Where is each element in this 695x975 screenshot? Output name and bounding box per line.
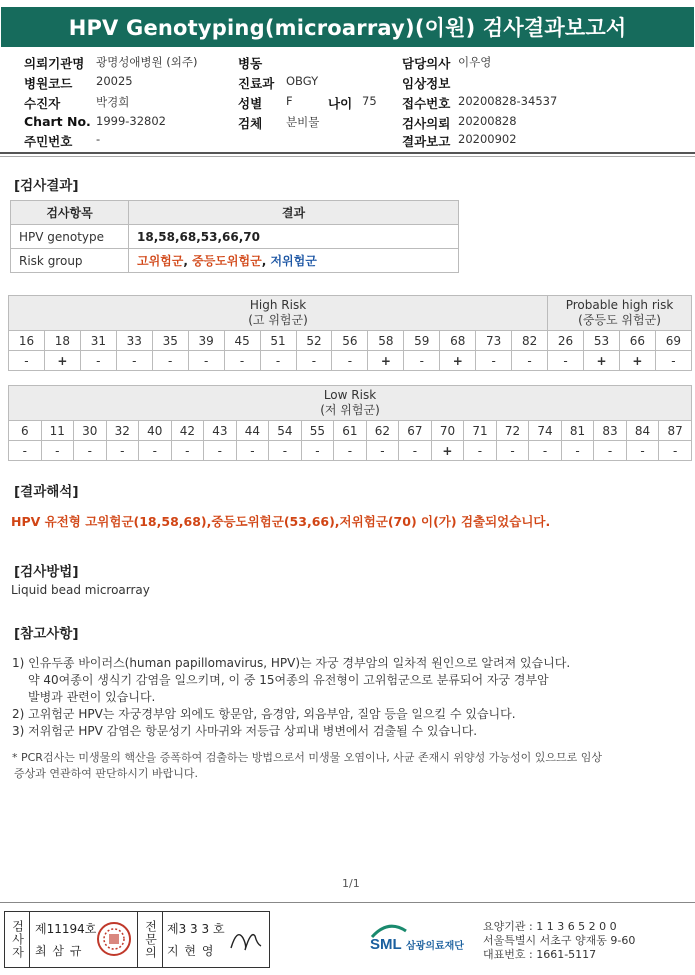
- genotype-number-cell: 71: [464, 421, 497, 441]
- genotype-number-cell: 87: [659, 421, 692, 441]
- result-summary-table: [10, 200, 459, 273]
- genotype-number-cell: 82: [512, 331, 548, 351]
- examiner-license: 제11194호: [35, 922, 97, 936]
- genotype-result-cell: -: [269, 441, 302, 461]
- high-risk-title: High Risk: [249, 298, 307, 312]
- confirmer-signature-icon: [227, 924, 265, 956]
- section-title-notes: [참고사항]: [14, 626, 79, 642]
- report-date-value: 20200902: [458, 132, 517, 146]
- probable-risk-header: [548, 296, 692, 331]
- genotype-result-cell: -: [74, 441, 107, 461]
- genotype-number-cell: 51: [260, 331, 296, 351]
- examiner-seal-icon: [95, 920, 133, 958]
- sex-value: F: [286, 94, 293, 108]
- genotype-number-cell: 59: [404, 331, 440, 351]
- genotype-number-cell: 35: [152, 331, 188, 351]
- genotype-number-cell: 83: [594, 421, 627, 441]
- genotype-number-cell: 54: [269, 421, 302, 441]
- request-label: 검사의뢰: [402, 116, 451, 131]
- report-title-bar: [1, 7, 694, 47]
- org-code: 요양기관 : 1 1 3 6 5 2 0 0: [483, 920, 617, 933]
- org-address: 서울특별시 서초구 양재동 9-60: [483, 934, 636, 947]
- genotype-number-cell: 43: [204, 421, 237, 441]
- institution-value: 광명성애병원 (외주): [96, 55, 198, 69]
- genotype-result-cell: -: [236, 441, 269, 461]
- genotype-result-cell: +: [431, 441, 464, 461]
- specimen-label: 검체: [238, 116, 263, 131]
- genotype-number-cell: 73: [476, 331, 512, 351]
- doctor-label: 담당의사: [402, 56, 451, 71]
- method-text: Liquid bead microarray: [11, 583, 150, 597]
- confirmer-name: 지 현 영: [167, 944, 215, 958]
- footnote-line-1: * PCR검사는 미생물의 핵산을 증폭하여 검출하는 방법으로서 미생물 오염이나, 사균 존재시 위양성 가능성이 있으므로 임상: [12, 751, 602, 764]
- low-risk-subtitle: (저 위험군): [320, 403, 380, 417]
- genotype-result-cell: -: [296, 351, 332, 371]
- section-title-result: [검사결과]: [14, 178, 79, 194]
- genotype-number-cell: 32: [106, 421, 139, 441]
- genotype-result-cell: -: [106, 441, 139, 461]
- genotype-result-cell: -: [41, 441, 74, 461]
- genotype-number-cell: 66: [619, 331, 655, 351]
- accession-label: 접수번호: [402, 96, 451, 111]
- genotype-number-cell: 16: [9, 331, 45, 351]
- examiner-name: 최 삼 규: [35, 944, 83, 958]
- hospital-code-value: 20025: [96, 74, 133, 88]
- genotype-number-cell: 70: [431, 421, 464, 441]
- confirmer-label-text: 전문의: [143, 920, 158, 959]
- genotype-number-cell: 39: [188, 331, 224, 351]
- genotype-number-cell: 30: [74, 421, 107, 441]
- genotype-result-cell: -: [80, 351, 116, 371]
- genotype-result-cell: -: [512, 351, 548, 371]
- age-value: 75: [362, 94, 377, 108]
- low-risk-header: [9, 386, 692, 421]
- col-header-result: 결과: [129, 201, 459, 225]
- genotype-number-cell: 69: [655, 331, 691, 351]
- ward-label: 병동: [238, 56, 263, 71]
- interpretation-text: HPV 유전형 고위험군(18,58,68),중등도위험군(53,66),저위험군(70) 이(가) 검출되었습니다.: [11, 514, 551, 529]
- genotype-number-cell: 42: [171, 421, 204, 441]
- genotype-number-cell: 68: [440, 331, 476, 351]
- high-risk-genotype-table: [8, 295, 692, 371]
- section-title-interpretation: [결과해석]: [14, 484, 79, 500]
- genotype-result-cell: -: [366, 441, 399, 461]
- logo-text: SML: [370, 936, 402, 953]
- genotype-result-cell: -: [188, 351, 224, 371]
- examiner-label-text: 검사자: [10, 920, 25, 959]
- genotype-result-cell: -: [561, 441, 594, 461]
- institution-label: 의뢰기관명: [24, 56, 85, 71]
- logo-org-name: 삼광의료재단: [406, 941, 464, 952]
- genotype-result-cell: -: [655, 351, 691, 371]
- note-line-4: 2) 고위험군 HPV는 자궁경부암 외에도 항문암, 음경암, 외음부암, 질암 등을 일으킬 수 있습니다.: [12, 707, 516, 721]
- signature-box: [4, 911, 270, 968]
- genotype-number-cell: 33: [116, 331, 152, 351]
- high-risk-header: [9, 296, 548, 331]
- genotype-result-cell: -: [204, 441, 237, 461]
- examinee-value: 박경희: [96, 95, 130, 109]
- genotype-result-cell: -: [334, 441, 367, 461]
- genotype-number-cell: 40: [139, 421, 172, 441]
- report-title: HPV Genotyping(microarray)(이원) 검사결과보고서: [68, 16, 627, 40]
- genotype-number-cell: 62: [366, 421, 399, 441]
- confirmer-label: [137, 912, 163, 967]
- genotype-result-cell: -: [399, 441, 432, 461]
- genotype-number-cell: 67: [399, 421, 432, 441]
- genotype-number-cell: 61: [334, 421, 367, 441]
- col-header-item: 검사항목: [11, 201, 129, 225]
- genotype-result-cell: +: [368, 351, 404, 371]
- genotype-result-cell: -: [594, 441, 627, 461]
- genotype-number-cell: 74: [529, 421, 562, 441]
- genotype-result-cell: -: [548, 351, 584, 371]
- genotype-result-cell: -: [626, 441, 659, 461]
- footer-divider: [0, 902, 695, 903]
- doctor-value: 이우영: [458, 55, 492, 69]
- patient-info-block: [0, 52, 695, 152]
- genotype-result-cell: -: [224, 351, 260, 371]
- genotype-result-cell: -: [659, 441, 692, 461]
- high-risk-subtitle: (고 위험군): [248, 313, 308, 327]
- report-date-label: 결과보고: [402, 134, 451, 149]
- hospital-code-label: 병원코드: [24, 76, 73, 91]
- sml-logo-icon: [368, 919, 488, 959]
- genotype-number-cell: 31: [80, 331, 116, 351]
- dept-label: 진료과: [238, 76, 275, 91]
- row-label-risk-group: Risk group: [11, 249, 129, 273]
- risk-group-value: [129, 249, 459, 273]
- genotype-result-cell: -: [171, 441, 204, 461]
- genotype-number-cell: 56: [332, 331, 368, 351]
- genotype-result-cell: -: [116, 351, 152, 371]
- genotype-number-cell: 11: [41, 421, 74, 441]
- genotype-result-cell: -: [529, 441, 562, 461]
- genotype-result-cell: +: [619, 351, 655, 371]
- probable-risk-title: Probable high risk: [565, 298, 674, 312]
- sex-label: 성별: [238, 96, 263, 111]
- row-label-genotype: HPV genotype: [11, 225, 129, 249]
- risk-low: 저위험군: [270, 254, 317, 268]
- probable-risk-subtitle: (중등도 위험군): [578, 313, 661, 327]
- section-title-method: [검사방법]: [14, 564, 79, 580]
- chart-label: Chart No.: [24, 114, 91, 129]
- genotype-number-cell: 55: [301, 421, 334, 441]
- note-line-5: 3) 저위험군 HPV 감염은 항문성기 사마귀와 저등급 상피내 병변에서 검출될 수 있습니다.: [12, 724, 478, 738]
- genotype-number-cell: 44: [236, 421, 269, 441]
- risk-medium: 중등도위험군: [192, 254, 262, 268]
- note-line-3: 발병과 관련이 있습니다.: [28, 690, 156, 704]
- genotype-number-cell: 18: [44, 331, 80, 351]
- confirmer-license: 제3 3 3 호: [167, 922, 225, 936]
- dept-value: OBGY: [286, 74, 319, 88]
- request-value: 20200828: [458, 114, 517, 128]
- genotype-result-cell: -: [332, 351, 368, 371]
- genotype-result-cell: +: [44, 351, 80, 371]
- genotype-result-cell: +: [440, 351, 476, 371]
- genotype-number-cell: 84: [626, 421, 659, 441]
- genotype-result-cell: -: [464, 441, 497, 461]
- risk-separator: ,: [183, 254, 193, 268]
- genotype-result-cell: -: [496, 441, 529, 461]
- genotype-result-cell: -: [9, 441, 42, 461]
- examiner-label: [5, 912, 30, 967]
- genotype-result-cell: -: [139, 441, 172, 461]
- age-label: 나이: [328, 96, 353, 111]
- genotype-number-cell: 58: [368, 331, 404, 351]
- header-divider-thin: [0, 156, 695, 157]
- genotype-result-cell: -: [260, 351, 296, 371]
- note-line-1: 1) 인유두종 바이러스(human papillomavirus, HPV)는 자궁 경부암의 일차적 원인으로 알려져 있습니다.: [12, 656, 571, 670]
- genotype-number-cell: 81: [561, 421, 594, 441]
- genotype-result-cell: -: [301, 441, 334, 461]
- genotype-number-cell: 72: [496, 421, 529, 441]
- org-phone: 대표번호 : 1661-5117: [483, 948, 597, 961]
- clinical-label: 임상정보: [402, 76, 451, 91]
- page-number: 1/1: [342, 877, 360, 890]
- examinee-label: 수진자: [24, 96, 61, 111]
- resident-label: 주민번호: [24, 134, 73, 149]
- header-divider: [0, 152, 695, 154]
- chart-value: 1999-32802: [96, 114, 166, 128]
- notes-block: [12, 655, 570, 740]
- genotype-value: 18,58,68,53,66,70: [129, 225, 459, 249]
- genotype-number-cell: 52: [296, 331, 332, 351]
- genotype-result-cell: +: [584, 351, 620, 371]
- genotype-result-cell: -: [476, 351, 512, 371]
- genotype-result-cell: -: [404, 351, 440, 371]
- genotype-number-cell: 53: [584, 331, 620, 351]
- genotype-number-cell: 26: [548, 331, 584, 351]
- low-risk-genotype-table: [8, 385, 692, 461]
- table-row: [11, 249, 459, 273]
- genotype-result-cell: -: [9, 351, 45, 371]
- genotype-number-cell: 45: [224, 331, 260, 351]
- risk-high: 고위험군: [137, 254, 184, 268]
- note-line-2: 약 40여종이 생식기 감염을 일으키며, 이 중 15여종의 유전형이 고위험군으로 분류되어 자궁 경부암: [28, 673, 549, 687]
- accession-value: 20200828-34537: [458, 94, 558, 108]
- low-risk-title: Low Risk: [323, 388, 377, 402]
- genotype-number-cell: 6: [9, 421, 42, 441]
- organization-info: [483, 920, 635, 962]
- specimen-value: 분비물: [286, 115, 320, 129]
- resident-value: -: [96, 132, 101, 146]
- genotype-result-cell: -: [152, 351, 188, 371]
- pcr-footnote: [12, 750, 602, 782]
- risk-separator: ,: [261, 254, 271, 268]
- footnote-line-2: 증상과 연관하여 판단하시기 바랍니다.: [14, 767, 199, 780]
- table-row: [11, 225, 459, 249]
